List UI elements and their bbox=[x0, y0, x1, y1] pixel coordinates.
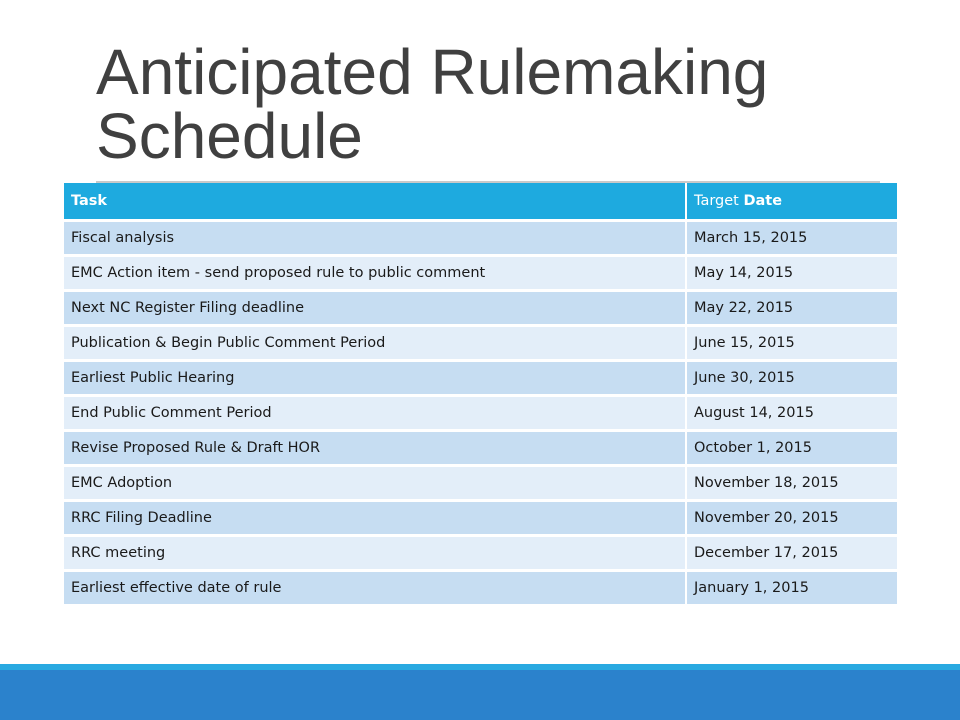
task-cell: Revise Proposed Rule & Draft HOR bbox=[71, 439, 321, 456]
date-cell: August 14, 2015 bbox=[686, 395, 897, 430]
header-date-word: Date bbox=[743, 192, 783, 209]
header-target-word: Target bbox=[694, 192, 739, 209]
task-cell: EMC Adoption bbox=[71, 474, 173, 491]
table-row bbox=[64, 290, 897, 325]
table-row bbox=[64, 570, 897, 605]
date-cell: May 14, 2015 bbox=[686, 255, 897, 290]
date-cell: January 1, 2015 bbox=[686, 570, 897, 605]
table-row bbox=[64, 465, 897, 500]
date-cell: June 15, 2015 bbox=[686, 325, 897, 360]
schedule-table bbox=[64, 183, 897, 607]
date-cell: December 17, 2015 bbox=[686, 535, 897, 570]
table-row bbox=[64, 395, 897, 430]
table-row bbox=[64, 500, 897, 535]
table-row bbox=[64, 220, 897, 255]
table-row bbox=[64, 430, 897, 465]
task-cell: Fiscal analysis bbox=[71, 229, 175, 246]
header-target-date bbox=[686, 183, 897, 220]
table-row bbox=[64, 535, 897, 570]
date-cell: October 1, 2015 bbox=[686, 430, 897, 465]
table-header-row bbox=[64, 183, 897, 220]
date-cell: November 18, 2015 bbox=[686, 465, 897, 500]
task-cell: End Public Comment Period bbox=[71, 404, 272, 421]
table-row bbox=[64, 360, 897, 395]
date-cell: June 30, 2015 bbox=[686, 360, 897, 395]
task-cell: Publication & Begin Public Comment Period bbox=[71, 334, 386, 351]
task-cell: Next NC Register Filing deadline bbox=[71, 299, 305, 316]
task-cell: EMC Action item - send proposed rule to public comment bbox=[71, 264, 486, 281]
header-task: Task bbox=[64, 183, 686, 220]
task-cell: RRC Filing Deadline bbox=[71, 509, 212, 526]
date-cell: May 22, 2015 bbox=[686, 290, 897, 325]
footer-band bbox=[0, 670, 960, 720]
slide-title: Anticipated Rulemaking Schedule bbox=[96, 36, 769, 172]
task-cell: Earliest Public Hearing bbox=[71, 369, 235, 386]
task-cell: Earliest effective date of rule bbox=[71, 579, 282, 596]
date-cell: November 20, 2015 bbox=[686, 500, 897, 535]
table-row bbox=[64, 255, 897, 290]
date-cell: March 15, 2015 bbox=[686, 220, 897, 255]
table-row bbox=[64, 325, 897, 360]
task-cell: RRC meeting bbox=[71, 544, 166, 561]
